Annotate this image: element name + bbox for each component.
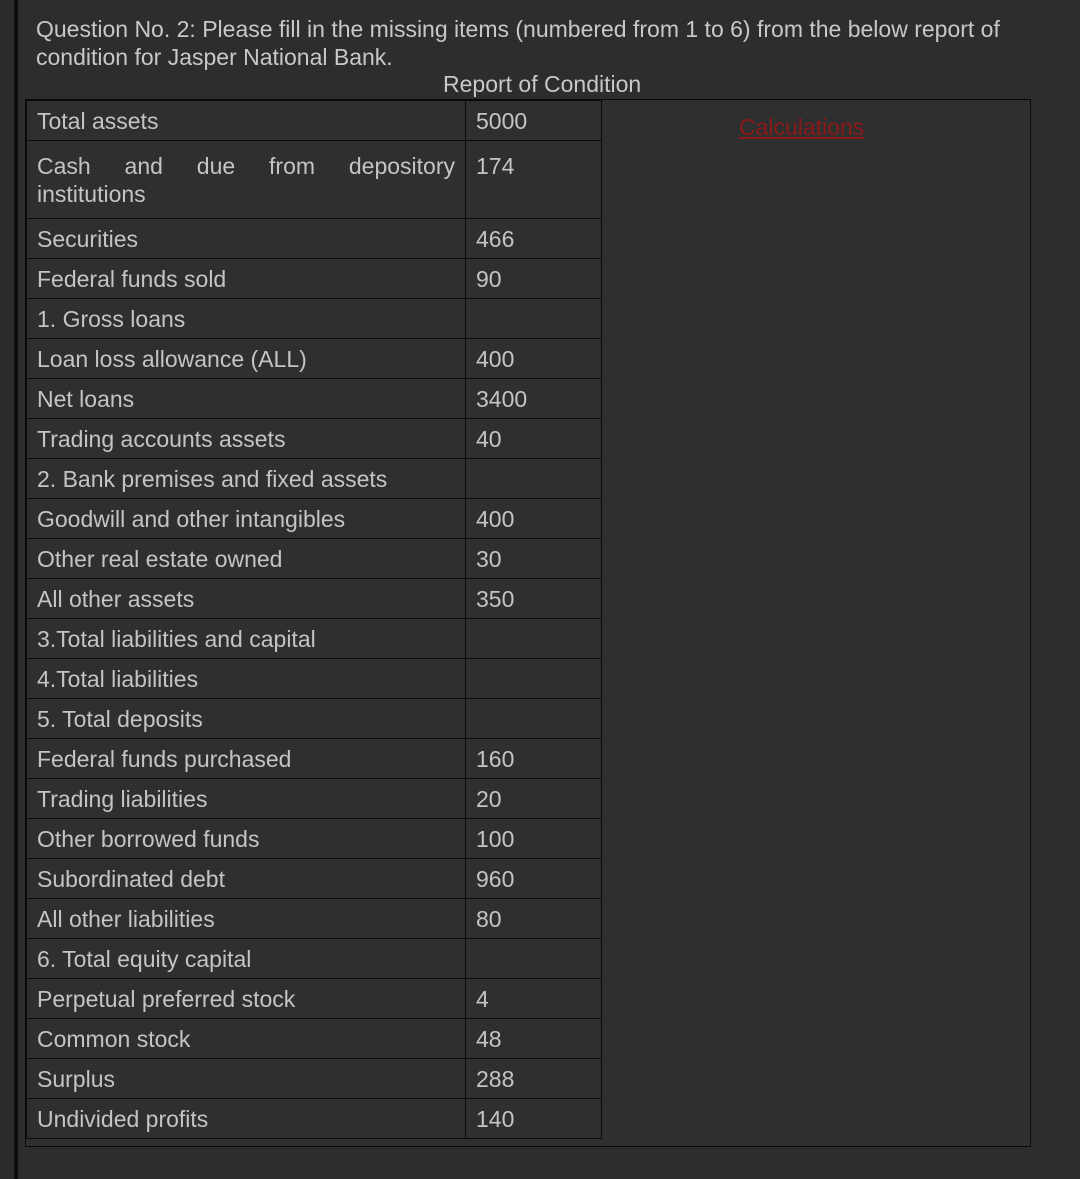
calculations-link[interactable]: Calculations <box>739 114 865 140</box>
missing-item-value[interactable] <box>466 939 602 979</box>
row-value: 5000 <box>466 101 602 141</box>
report-table-frame <box>25 99 1031 1147</box>
table-row-subordinated-debt <box>27 859 602 899</box>
row-value: 400 <box>466 499 602 539</box>
table-row-missing-total-equity-capital <box>27 939 602 979</box>
table-row-trading-liabilities <box>27 779 602 819</box>
row-value: 20 <box>466 779 602 819</box>
table-row-total-assets <box>27 101 602 141</box>
table-row-net-loans <box>27 379 602 419</box>
row-value: 288 <box>466 1059 602 1099</box>
row-label: Securities <box>27 219 466 259</box>
row-label: Common stock <box>27 1019 466 1059</box>
table-row-missing-gross-loans <box>27 299 602 339</box>
row-value: 400 <box>466 339 602 379</box>
row-value: 100 <box>466 819 602 859</box>
row-label: All other liabilities <box>27 899 466 939</box>
row-label: Trading liabilities <box>27 779 466 819</box>
table-row-cash-and-due <box>27 141 602 219</box>
report-title: Report of Condition <box>443 71 642 97</box>
table-row-missing-total-deposits <box>27 699 602 739</box>
question-text: Question No. 2: Please fill in the missing items (numbered from 1 to 6) from the below report of condition for Jasper National Bank. <box>36 16 1000 70</box>
missing-item-value[interactable] <box>466 459 602 499</box>
row-label: Subordinated debt <box>27 859 466 899</box>
row-label: Undivided profits <box>27 1099 466 1139</box>
table-row-federal-funds-sold <box>27 259 602 299</box>
missing-item-label: 3.Total liabilities and capital <box>27 619 466 659</box>
row-value: 80 <box>466 899 602 939</box>
table-row-missing-bank-premises <box>27 459 602 499</box>
document-page <box>18 0 1080 1179</box>
missing-item-value[interactable] <box>466 699 602 739</box>
table-row-all-other-assets <box>27 579 602 619</box>
row-label: Trading accounts assets <box>27 419 466 459</box>
row-label: Goodwill and other intangibles <box>27 499 466 539</box>
missing-item-value[interactable] <box>466 619 602 659</box>
row-label: Other borrowed funds <box>27 819 466 859</box>
row-value: 160 <box>466 739 602 779</box>
row-label: All other assets <box>27 579 466 619</box>
table-row-other-real-estate-owned <box>27 539 602 579</box>
row-value: 960 <box>466 859 602 899</box>
table-row-loan-loss-allowance <box>27 339 602 379</box>
row-value: 140 <box>466 1099 602 1139</box>
row-label-line-1: Cash and due from depository <box>37 152 455 179</box>
row-label: Total assets <box>27 101 466 141</box>
table-row-securities <box>27 219 602 259</box>
row-label: Net loans <box>27 379 466 419</box>
missing-item-label: 6. Total equity capital <box>27 939 466 979</box>
missing-item-label: 2. Bank premises and fixed assets <box>27 459 466 499</box>
missing-item-value[interactable] <box>466 299 602 339</box>
row-label: Federal funds purchased <box>27 739 466 779</box>
table-row-missing-total-liabilities <box>27 659 602 699</box>
row-label: Loan loss allowance (ALL) <box>27 339 466 379</box>
missing-item-label: 5. Total deposits <box>27 699 466 739</box>
row-value: 40 <box>466 419 602 459</box>
table-row-missing-total-liabilities-and-capital <box>27 619 602 659</box>
missing-item-label: 4.Total liabilities <box>27 659 466 699</box>
table-row-other-borrowed-funds <box>27 819 602 859</box>
row-value: 350 <box>466 579 602 619</box>
row-value: 174 <box>466 141 602 219</box>
row-label <box>27 141 466 219</box>
row-value: 4 <box>466 979 602 1019</box>
missing-item-label: 1. Gross loans <box>27 299 466 339</box>
table-row-perpetual-preferred-stock <box>27 979 602 1019</box>
table-row-trading-accounts-assets <box>27 419 602 459</box>
row-value: 90 <box>466 259 602 299</box>
row-label: Surplus <box>27 1059 466 1099</box>
row-value: 466 <box>466 219 602 259</box>
table-row-federal-funds-purchased <box>27 739 602 779</box>
table-row-common-stock <box>27 1019 602 1059</box>
table-row-surplus <box>27 1059 602 1099</box>
table-row-goodwill <box>27 499 602 539</box>
table-row-all-other-liabilities <box>27 899 602 939</box>
row-label-line-2: institutions <box>37 180 146 207</box>
row-label: Perpetual preferred stock <box>27 979 466 1019</box>
report-of-condition-table <box>26 100 602 1139</box>
row-label: Federal funds sold <box>27 259 466 299</box>
row-value: 48 <box>466 1019 602 1059</box>
table-row-undivided-profits <box>27 1099 602 1139</box>
missing-item-value[interactable] <box>466 659 602 699</box>
row-value: 30 <box>466 539 602 579</box>
row-label: Other real estate owned <box>27 539 466 579</box>
row-value: 3400 <box>466 379 602 419</box>
